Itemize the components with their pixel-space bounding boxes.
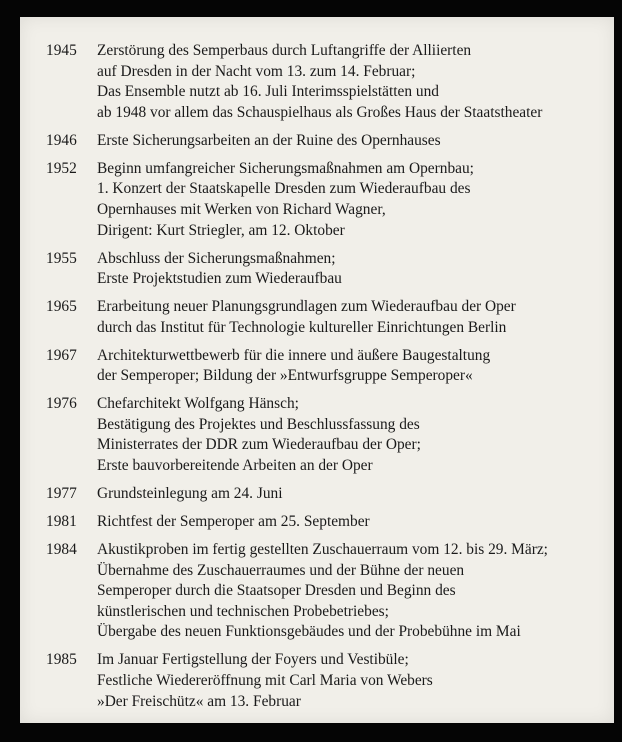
entry-line: Übergabe des neuen Funktionsgebäudes und der Probebühne im Mai bbox=[97, 623, 521, 641]
entry-line: Das Ensemble nutzt ab 16. Juli Interimsspielstätten und bbox=[97, 83, 439, 101]
entry-line: der Semperoper; Bildung der »Entwurfsgruppe Semperoper« bbox=[97, 367, 473, 385]
entry-line: Erste bauvorbereitende Arbeiten an der Oper bbox=[97, 457, 373, 475]
entry-line: Bestätigung des Projektes und Beschlussfassung des bbox=[97, 415, 420, 433]
timeline-entry bbox=[46, 41, 606, 123]
timeline-entry bbox=[46, 297, 606, 338]
entry-line: Erste Sicherungsarbeiten an der Ruine des Opernhauses bbox=[97, 131, 441, 149]
timeline-entry bbox=[46, 540, 606, 643]
entry-year: 1985 bbox=[46, 651, 77, 669]
entry-description bbox=[97, 650, 606, 712]
entry-line: Semperoper durch die Staatsoper Dresden und Beginn des bbox=[97, 582, 456, 600]
entry-line: Ministerrates der DDR zum Wiederaufbau der Oper; bbox=[97, 436, 421, 454]
entry-line: ab 1948 vor allem das Schauspielhaus als Großes Haus der Staatstheater bbox=[97, 103, 543, 121]
entry-description bbox=[97, 540, 606, 643]
timeline-list bbox=[46, 41, 606, 720]
entry-description bbox=[97, 394, 606, 476]
entry-description bbox=[97, 41, 606, 123]
entry-description bbox=[97, 484, 606, 505]
entry-year: 1946 bbox=[46, 131, 77, 149]
entry-line: 1. Konzert der Staatskapelle Dresden zum Wiederaufbau des bbox=[97, 180, 471, 198]
entry-line: Beginn umfangreicher Sicherungsmaßnahmen am Opernbau; bbox=[97, 159, 474, 177]
entry-year: 1977 bbox=[46, 485, 77, 503]
entry-line: künstlerischen und technischen Probebetriebes; bbox=[97, 602, 389, 620]
entry-description bbox=[97, 512, 606, 533]
timeline-entry bbox=[46, 249, 606, 290]
entry-line: Erste Projektstudien zum Wiederaufbau bbox=[97, 270, 342, 288]
entry-line: »Der Freischütz« am 13. Februar bbox=[97, 692, 301, 710]
timeline-entry bbox=[46, 131, 606, 152]
entry-line: auf Dresden in der Nacht vom 13. zum 14. Februar; bbox=[97, 62, 416, 80]
entry-description bbox=[97, 346, 606, 387]
entry-line: Abschluss der Sicherungsmaßnahmen; bbox=[97, 249, 336, 267]
entry-line: Grundsteinlegung am 24. Juni bbox=[97, 485, 283, 503]
timeline-entry bbox=[46, 394, 606, 476]
entry-line: Dirigent: Kurt Striegler, am 12. Oktober bbox=[97, 221, 345, 239]
entry-year: 1945 bbox=[46, 42, 77, 59]
timeline-panel bbox=[20, 17, 614, 723]
entry-year: 1976 bbox=[46, 395, 77, 413]
entry-line: durch das Institut für Technologie kultureller Einrichtungen Berlin bbox=[97, 318, 507, 336]
entry-line: Übernahme des Zuschauerraumes und der Bühne der neuen bbox=[97, 561, 465, 579]
entry-line: Erarbeitung neuer Planungsgrundlagen zum Wiederaufbau der Oper bbox=[97, 298, 516, 316]
entry-line: Architekturwettbewerb für die innere und äußere Baugestaltung bbox=[97, 346, 491, 364]
entry-year: 1955 bbox=[46, 249, 77, 267]
timeline-entry bbox=[46, 346, 606, 387]
entry-line: Akustikproben im fertig gestellten Zuschauerraum vom 12. bis 29. März; bbox=[97, 540, 548, 558]
entry-line: Festliche Wiedereröffnung mit Carl Maria von Webers bbox=[97, 671, 433, 689]
entry-description bbox=[97, 249, 606, 290]
entry-line: Richtfest der Semperoper am 25. September bbox=[97, 513, 370, 530]
entry-description bbox=[97, 297, 606, 338]
timeline-entry bbox=[46, 159, 606, 241]
timeline-entry bbox=[46, 484, 606, 505]
entry-year: 1981 bbox=[46, 513, 77, 530]
entry-description bbox=[97, 131, 606, 152]
entry-line: Chefarchitekt Wolfgang Hänsch; bbox=[97, 395, 299, 413]
entry-year: 1952 bbox=[46, 159, 77, 177]
entry-year: 1984 bbox=[46, 540, 77, 558]
entry-description bbox=[97, 159, 606, 241]
entry-year: 1965 bbox=[46, 298, 77, 316]
entry-line: Im Januar Fertigstellung der Foyers und Vestibüle; bbox=[97, 651, 409, 669]
timeline-entry bbox=[46, 650, 606, 712]
timeline-entry bbox=[46, 512, 606, 533]
entry-line: Opernhauses mit Werken von Richard Wagner, bbox=[97, 200, 386, 218]
entry-year: 1967 bbox=[46, 346, 77, 364]
entry-line: Zerstörung des Semperbaus durch Luftangriffe der Alliierten bbox=[97, 42, 472, 59]
